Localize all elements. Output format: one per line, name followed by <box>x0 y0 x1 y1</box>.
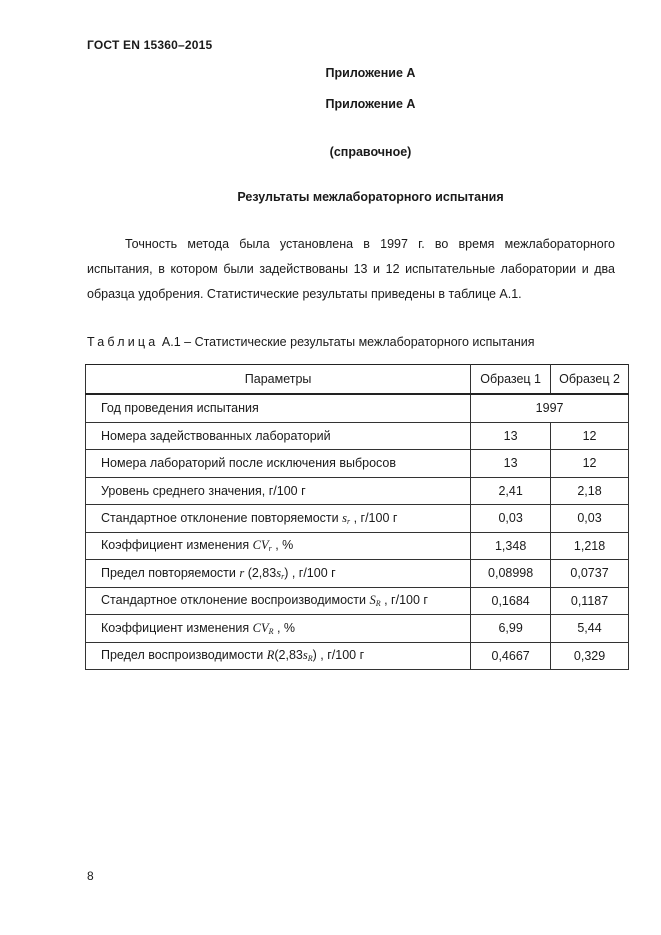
cell-sample-1: 13 <box>471 422 551 450</box>
table-caption-label: Таблица <box>87 335 159 349</box>
cell-sample-1: 0,1684 <box>471 587 551 615</box>
cell-param: Номера лабораторий после исключения выбросов <box>86 450 471 478</box>
table-row <box>86 477 629 505</box>
cell-param: Год проведения испытания <box>86 394 471 422</box>
math-subscript: R <box>307 654 313 664</box>
appendix-title-repeat: Приложение А <box>325 97 416 111</box>
appendix-reference-note: (справочное) <box>329 145 412 159</box>
math-symbol: s <box>302 648 308 663</box>
math-symbol: R <box>266 648 275 663</box>
math-symbol: s <box>276 565 282 580</box>
table-row <box>86 450 629 478</box>
math-symbol: CV <box>252 538 269 553</box>
appendix-title: Приложение А <box>325 66 416 80</box>
math-symbol: CV <box>252 620 269 635</box>
table-row <box>86 505 629 533</box>
table-row <box>86 587 629 615</box>
param-text: Коэффициент изменения <box>101 538 253 553</box>
section-title: Результаты межлабораторного испытания <box>237 190 504 204</box>
cell-param <box>86 615 471 643</box>
intro-paragraph: Точность метода была установлена в 1997 г. во время межлабораторного испытания, в котором были задействованы 13 и 12 испытательные лаборатории и два образца удобрения. Статистические результаты приведены в таблице А.1. <box>87 237 615 301</box>
cell-sample-2: 0,329 <box>551 642 629 670</box>
param-text: Стандартное отклонение повторяемости <box>101 510 343 525</box>
cell-sample-1: 0,03 <box>471 505 551 533</box>
cell-param <box>86 587 471 615</box>
cell-param <box>86 505 471 533</box>
param-mid: (2,83 <box>274 648 303 663</box>
results-table <box>85 364 629 670</box>
param-unit: ) , г/100 г <box>284 565 336 580</box>
param-unit: , г/100 г <box>350 510 398 525</box>
math-subscript: R <box>375 599 381 609</box>
cell-sample-2: 1,218 <box>551 532 629 560</box>
document-code: ГОСТ EN 15360–2015 <box>87 38 213 52</box>
param-text: Стандартное отклонение воспроизводимости <box>101 593 370 608</box>
cell-sample-2: 0,1187 <box>551 587 629 615</box>
math-symbol: s <box>342 510 347 525</box>
cell-sample-2: 0,03 <box>551 505 629 533</box>
math-symbol: r <box>239 565 245 580</box>
header-sample-1: Образец 1 <box>471 365 551 395</box>
param-unit: ) , г/100 г <box>312 648 365 663</box>
param-unit: , г/100 г <box>380 593 428 608</box>
table-row-year <box>86 394 629 422</box>
cell-sample-1: 13 <box>471 450 551 478</box>
param-unit: , % <box>271 538 294 553</box>
math-symbol: S <box>369 593 376 608</box>
cell-sample-2: 5,44 <box>551 615 629 643</box>
cell-param <box>86 642 471 670</box>
cell-sample-2: 12 <box>551 422 629 450</box>
math-subscript: R <box>268 626 274 636</box>
param-text: Предел повторяемости <box>101 565 240 580</box>
table-caption <box>87 335 535 349</box>
math-subscript: r <box>346 516 351 526</box>
header-sample-2: Образец 2 <box>551 365 629 395</box>
cell-sample-1: 2,41 <box>471 477 551 505</box>
cell-sample-1: 6,99 <box>471 615 551 643</box>
cell-sample-2: 2,18 <box>551 477 629 505</box>
param-text: Коэффициент изменения <box>101 620 253 635</box>
cell-param <box>86 532 471 560</box>
param-text: Предел воспроизводимости <box>101 648 267 663</box>
cell-year-value: 1997 <box>471 394 629 422</box>
math-subscript: r <box>268 544 272 554</box>
table-caption-text: А.1 – Статистические результаты межлабораторного испытания <box>161 335 535 349</box>
cell-param: Номера задействованных лабораторий <box>86 422 471 450</box>
math-subscript: r <box>281 571 285 581</box>
page-number: 8 <box>87 869 94 883</box>
param-mid: (2,83 <box>244 565 277 580</box>
table-row <box>86 422 629 450</box>
cell-sample-2: 12 <box>551 450 629 478</box>
table-header-row <box>86 365 629 395</box>
table-row <box>86 615 629 643</box>
table-row <box>86 642 629 670</box>
cell-sample-1: 1,348 <box>471 532 551 560</box>
param-unit: , % <box>273 620 296 635</box>
cell-sample-1: 0,08998 <box>471 560 551 588</box>
cell-sample-1: 0,4667 <box>471 642 551 670</box>
cell-param: Уровень среднего значения, г/100 г <box>86 477 471 505</box>
cell-param <box>86 560 471 588</box>
table-row <box>86 532 629 560</box>
header-parameters: Параметры <box>86 365 471 395</box>
cell-sample-2: 0,0737 <box>551 560 629 588</box>
table-row <box>86 560 629 588</box>
